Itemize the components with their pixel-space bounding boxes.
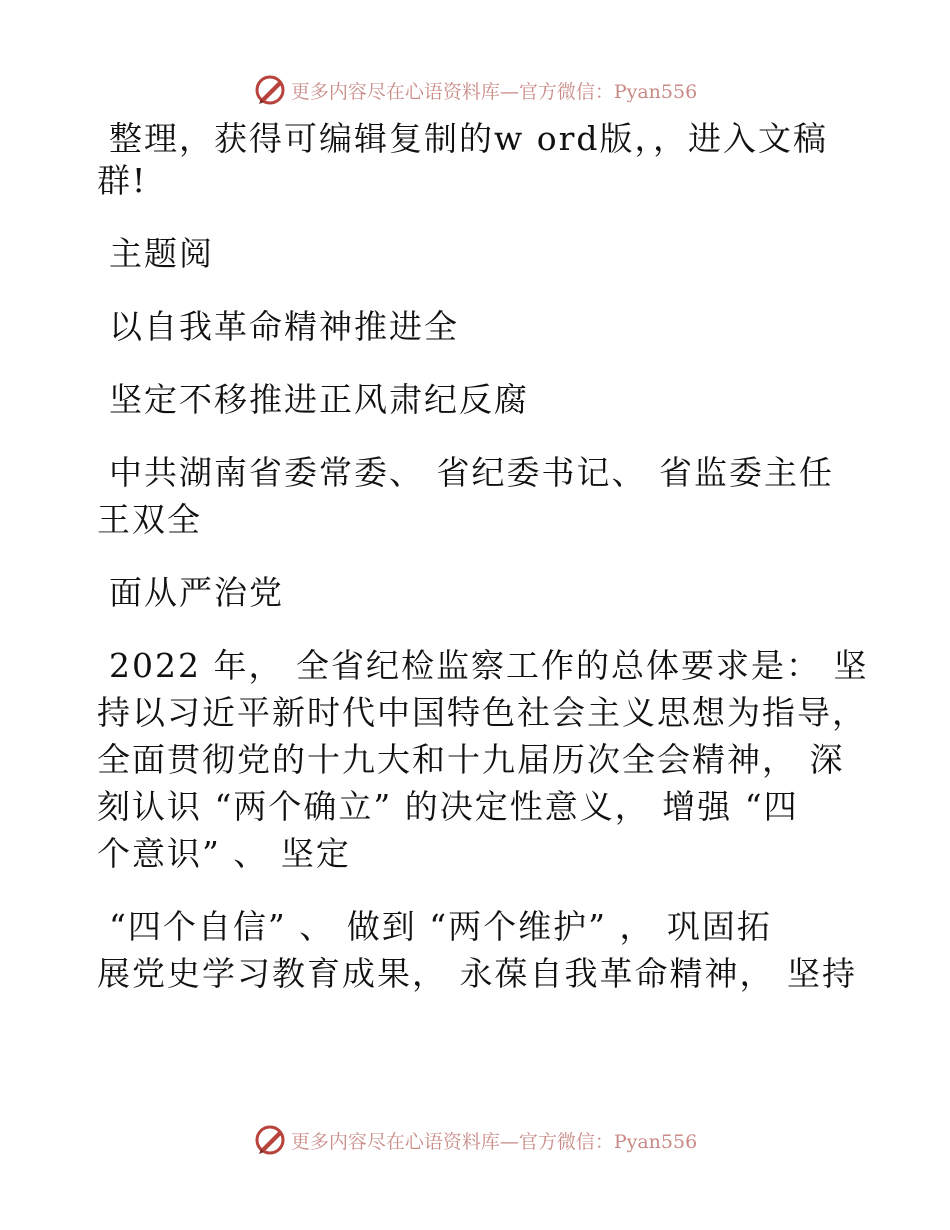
text-line: 面从严治党 (109, 573, 284, 612)
watermark-text: 更多内容尽在心语资料库—官方微信：Pyan556 (290, 80, 698, 103)
text-line: 持以习近平新时代中国特色社会主义思想为指导， (97, 693, 867, 732)
header-watermark (0, 70, 950, 110)
text-line: 中共湖南省委常委、 省纪委书记、 省监委主任 (109, 453, 834, 492)
text-line: 2022 年， 全省纪检监察工作的总体要求是： 坚 (109, 646, 869, 685)
text-line: 主题阅 (109, 234, 214, 273)
footer-watermark (0, 1120, 950, 1160)
watermark-text: 更多内容尽在心语资料库—官方微信：Pyan556 (290, 1130, 698, 1153)
text-line: 刻认识 “两个确立” 的决定性意义， 增强 “四 (97, 787, 799, 826)
text-line: 整理，获得可编辑复制的w ord版，，进入文稿 (109, 119, 829, 158)
text-line: 群! (97, 161, 148, 200)
text-line: 个意识” 、 坚定 (97, 834, 351, 873)
text-line: 以自我革命精神推进全 (109, 307, 459, 346)
text-line: 全面贯彻党的十九大和十九届历次全会精神， 深 (97, 740, 845, 779)
text-line: 坚定不移推进正风肃纪反腐 (109, 380, 529, 419)
document-body (97, 118, 869, 995)
text-line: 展党史学习教育成果， 永葆自我革命精神， 坚持 (97, 954, 857, 993)
text-line: “四个自信” 、 做到 “两个维护” ， 巩固拓 (109, 907, 772, 946)
pen-in-circle-icon (253, 73, 287, 107)
text-line: 王双全 (97, 500, 202, 539)
pen-in-circle-icon (253, 1123, 287, 1157)
